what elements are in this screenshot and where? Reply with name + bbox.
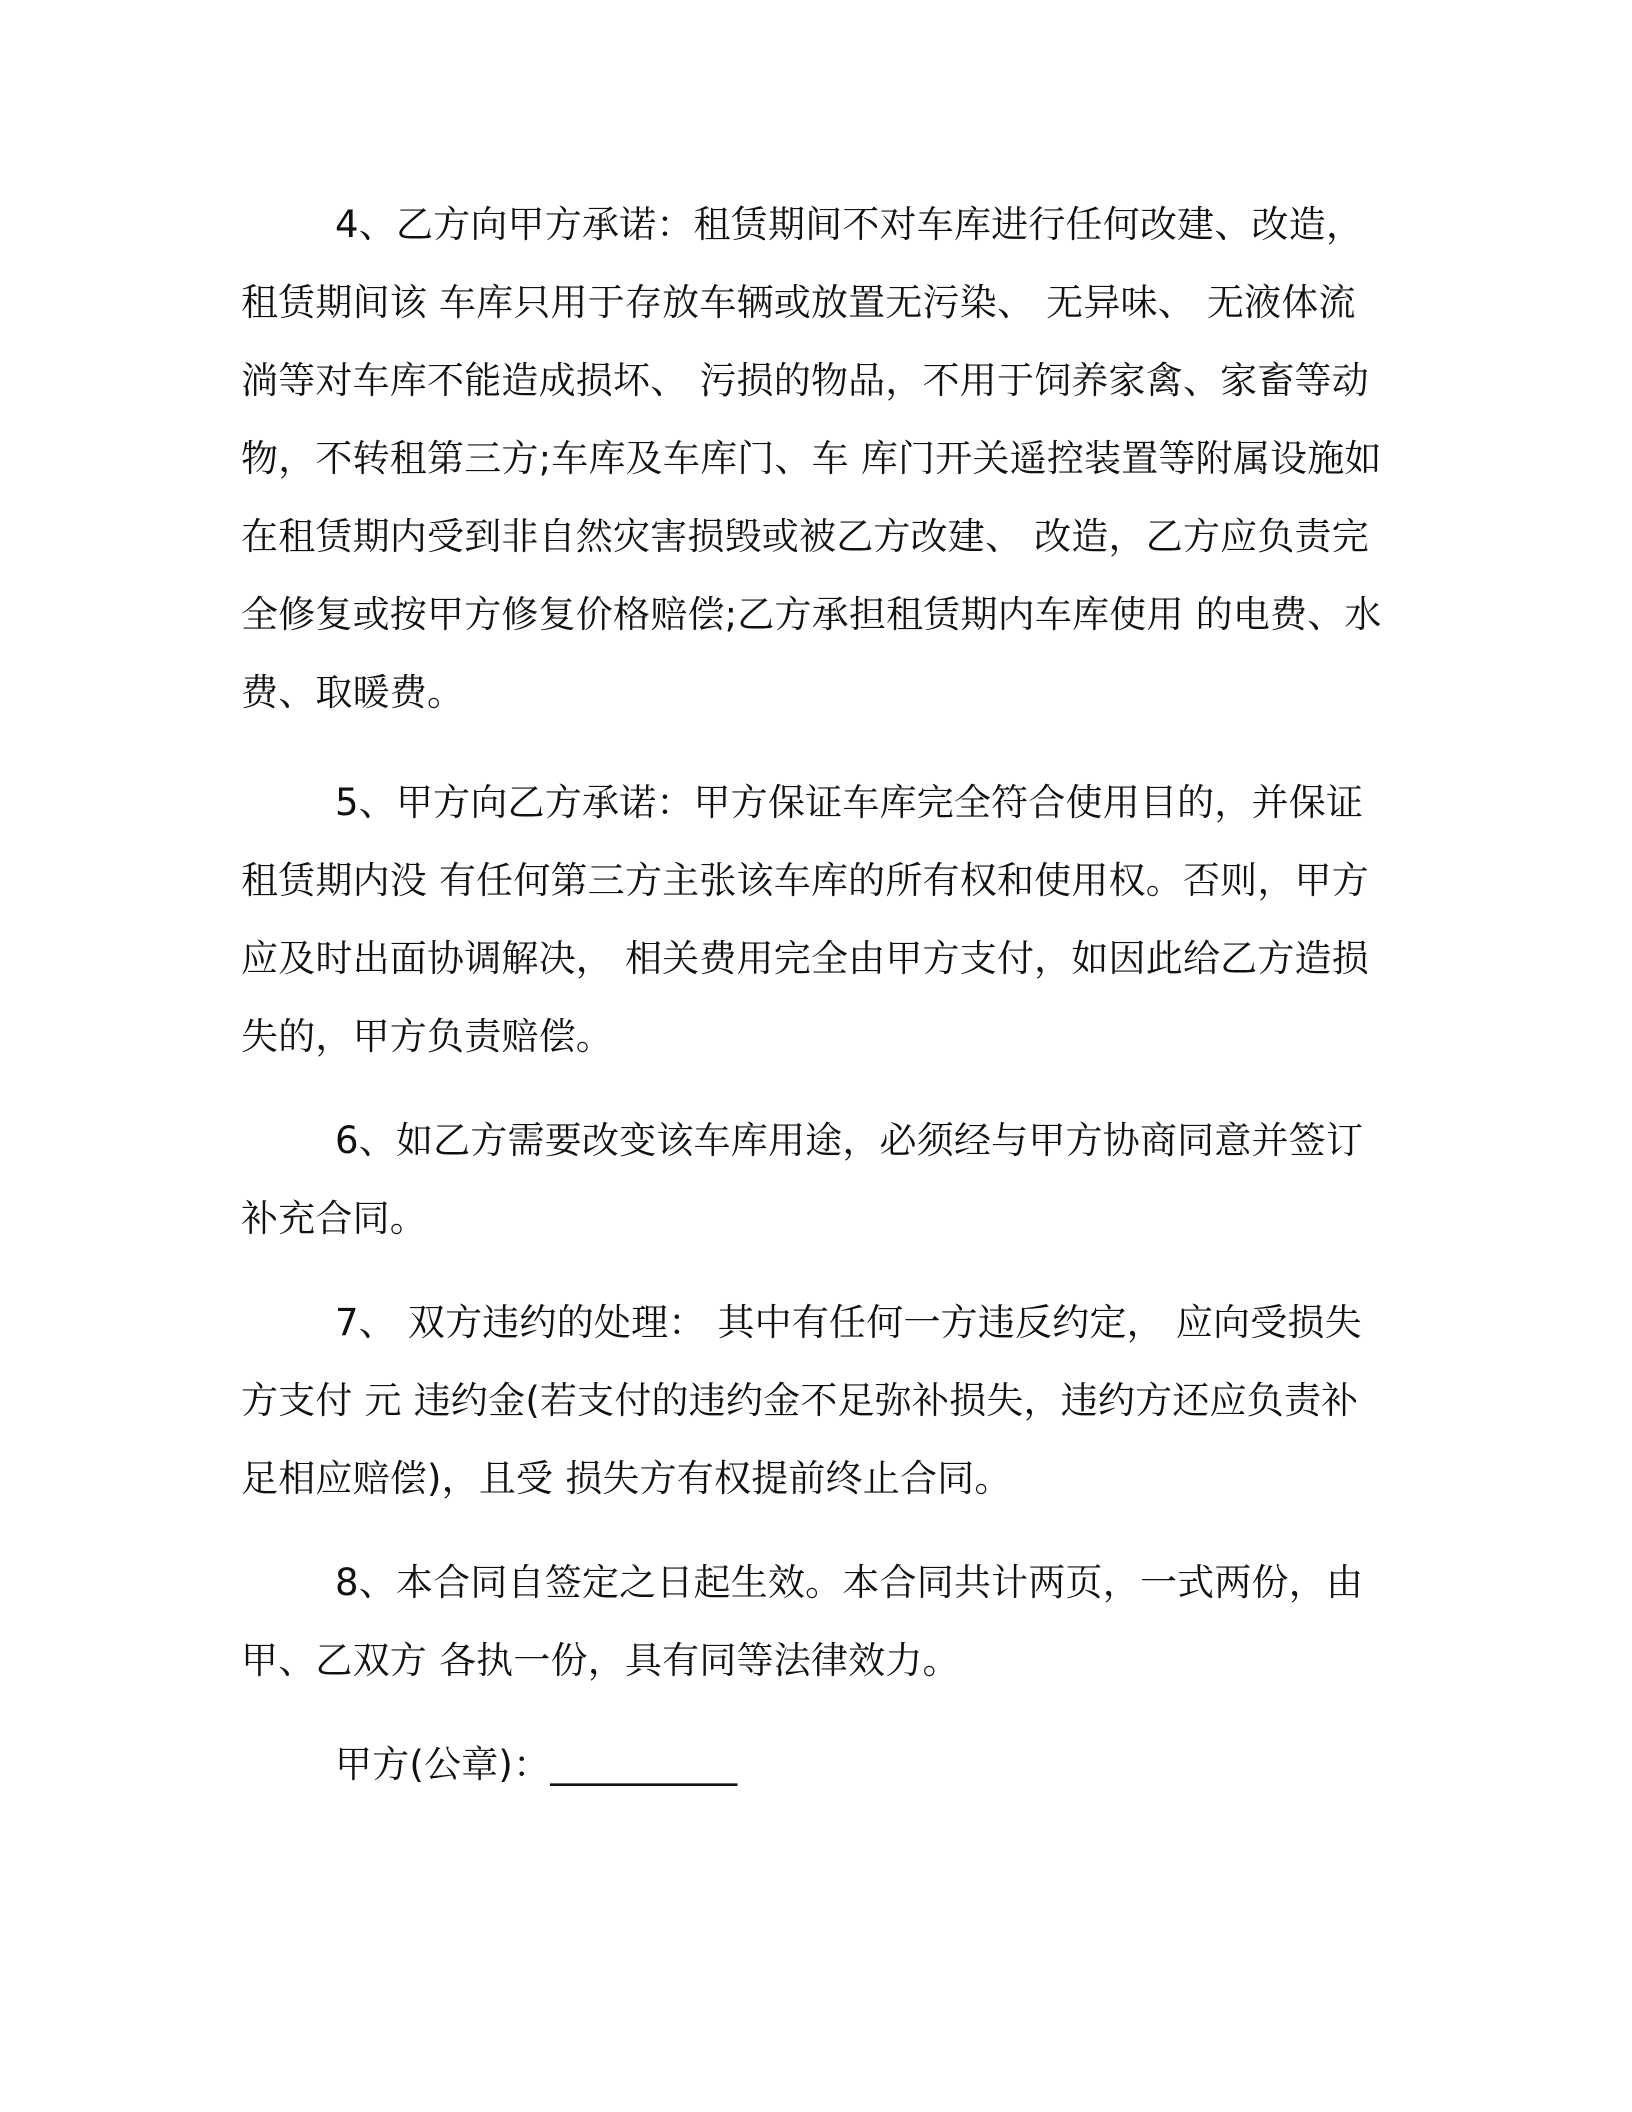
- clause-6: 6、如乙方需要改变该车库用途，必须经与甲方协商同意并签订补充合同。: [241, 1119, 1364, 1240]
- clause-7: 7、 双方违约的处理： 其中有任何一方违反约定， 应向受损失方支付 元 违约金(若支付的违约金不足弥补损失，违约方还应负责补足相应赔偿)，且受 损失方有权提前终止合同。: [241, 1301, 1362, 1500]
- clause-5: 5、甲方向乙方承诺：甲方保证车库完全符合使用目的，并保证租赁期内没 有任何第三方主张该车库的所有权和使用权。否则，甲方应及时出面协调解决， 相关费用完全由甲方支付，如因此给乙方造损失的，甲方负责赔偿。: [241, 781, 1369, 1058]
- clause-8: 8、本合同自签定之日起生效。本合同共计两页，一式两份，由甲、乙双方 各执一份，具有同等法律效力。: [241, 1561, 1364, 1682]
- clause-4: 4、乙方向甲方承诺：租赁期间不对车库进行任何改建、改造，租赁期间该 车库只用于存放车辆或放置无污染、 无异味、 无液体流淌等对车库不能造成损坏、 污损的物品，不用于饲养家禽、家畜等动物，不转租第三方;车库及车库门、车 库门开关遥控装置等附属设施如在租赁期内受到非自然灾害损毁或被乙方改建、 改造，乙方应负责完全修复或按甲方修复价格赔偿;乙方承担租赁期内车库使用 的电费、水费、取暖费。: [241, 203, 1382, 714]
- document-content: [241, 186, 1391, 1804]
- party-a-signature-line: 甲方(公章)：__________: [335, 1743, 738, 1786]
